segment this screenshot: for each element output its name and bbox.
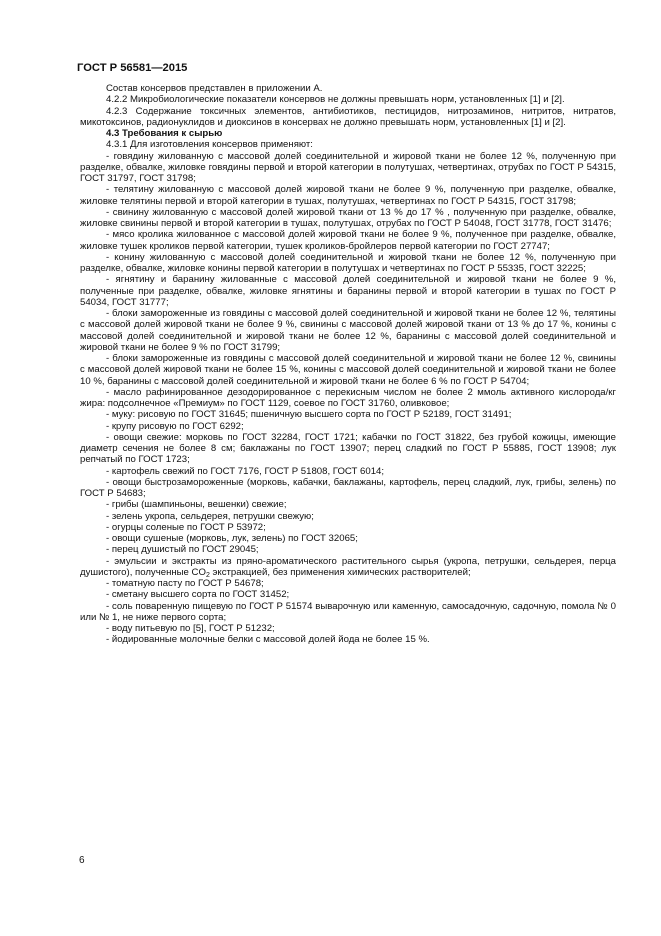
list-item: - овощи сушеные (морковь, лук, зелень) по ГОСТ 32065; bbox=[106, 533, 358, 544]
list-item: - говядину жилованную с массовой долей соединительной и жировой ткани не более 12 %, полученную при разделке, обвалке, жиловке говядины первой и второй категории в полутушах, четвертинах, отрубах по ГОСТ Р 54315, ГОСТ 31797, ГОСТ 31798; bbox=[80, 150, 616, 184]
list-item: - огурцы соленые по ГОСТ Р 53972; bbox=[106, 521, 266, 533]
paragraph-composition: Состав консервов представлен в приложении А. bbox=[106, 83, 323, 94]
co2-subscript: 2 bbox=[205, 571, 210, 579]
emulsions-text-after: экстракцией, без применения химических растворителей; bbox=[209, 566, 471, 578]
list-item: - томатную пасту по ГОСТ Р 54678; bbox=[106, 578, 264, 589]
emulsions-text-before: - эмульсии и экстракты из пряно-ароматического растительного сырья (укропа, петрушки, сельдерея, перца душистого), полученные CO bbox=[80, 555, 616, 578]
paragraph-4-2-2: 4.2.2 Микробиологические показатели консервов не должны превышать норм, установленных [1] и [2]. bbox=[106, 94, 565, 106]
list-item: - свинину жилованную с массовой долей жировой ткани от 13 % до 17 % , полученную при разделке, обвалке, жиловке свинины первой и второй категории в тушах, полутушах, отрубах по ГОСТ Р 54048, ГОСТ 31778, ГОСТ 31476; bbox=[80, 206, 616, 229]
list-item: - ягнятину и баранину жилованные с массовой долей соединительной и жировой ткани не более 9 %, полученные при разделке, обвалке, жиловке ягнятины и баранины первой и второй категории в тушах по ГОСТ Р 54034, ГОСТ 31777; bbox=[80, 274, 616, 308]
list-item-emulsions bbox=[80, 556, 616, 579]
list-item: - йодированные молочные белки с массовой долей йода не более 15 %. bbox=[106, 634, 430, 646]
list-item: - блоки замороженные из говядины с массовой долей соединительной и жировой ткани не более 12 %, свинины с массовой долей жировой ткани не более 15 %, конины с массовой долей соединительной и жировой ткани не более 10 %, баранины с массовой долей соединительной и жировой ткани не более 6 % по ГОСТ Р 54704; bbox=[80, 353, 616, 387]
list-item: - телятину жилованную с массовой долей жировой ткани не более 9 %, полученную при разделке, обвалке, жиловке телятины первой и второй категории в тушах, полутушах, четвертинах по ГОСТ Р 54315, ГОСТ 31798; bbox=[80, 184, 616, 207]
list-item: - овощи быстрозамороженные (морковь, кабачки, баклажаны, картофель, перец сладкий, лук, грибы, зелень) по ГОСТ Р 54683; bbox=[80, 476, 616, 499]
list-item: - картофель свежий по ГОСТ 7176, ГОСТ Р 51808, ГОСТ 6014; bbox=[106, 465, 385, 477]
list-item: - муку: рисовую по ГОСТ 31645; пшеничную высшего сорта по ГОСТ Р 52189, ГОСТ 31491; bbox=[106, 409, 512, 421]
page-number: 6 bbox=[79, 855, 85, 866]
list-item: - масло рафинированное дезодорированное с перекисным числом не более 2 ммоль активного кислорода/кг жира: подсолнечное «Премиум» по ГОСТ 1129, соевое по ГОСТ 31760, оливковое; bbox=[80, 386, 616, 409]
document-header: ГОСТ Р 56581—2015 bbox=[77, 62, 188, 74]
paragraph-4-2-3: 4.2.3 Содержание токсичных элементов, антибиотиков, пестицидов, нитрозаминов, нитритов, нитратов, микотоксинов, радионуклидов и диоксинов в консервах не должно превышать норм, установленных [1] и [2]. bbox=[80, 105, 616, 128]
list-item: - зелень укропа, сельдерея, петрушки свежую; bbox=[106, 510, 314, 522]
list-item: - овощи свежие: морковь по ГОСТ 32284, ГОСТ 1721; кабачки по ГОСТ 31822, без грубой кожицы, имеющие диаметр сечения не более 8 см; баклажаны по ГОСТ 13907; перец сладкий по ГОСТ Р 55885, ГОСТ 13908; лук репчатый по ГОСТ 1723; bbox=[80, 431, 616, 466]
list-item: - сметану высшего сорта по ГОСТ 31452; bbox=[106, 589, 290, 601]
list-item: - мясо кролика жилованное с массовой долей жировой ткани не более 9 %, полученное при разделке, обвалке, жиловке тушек кроликов первой категории, тушек кроликов-бройлеров первой категории по ГОСТ 27747; bbox=[80, 229, 616, 252]
document-body bbox=[80, 83, 616, 646]
list-item: - соль поваренную пищевую по ГОСТ Р 51574 выварочную или каменную, самосадочную, садочную, помола № 0 или № 1, не ниже первого сорта; bbox=[80, 600, 616, 623]
list-item: - крупу рисовую по ГОСТ 6292; bbox=[106, 420, 244, 432]
paragraph-4-3-1: 4.3.1 Для изготовления консервов применяют: bbox=[106, 139, 313, 151]
list-item: - блоки замороженные из говядины с массовой долей соединительной и жировой ткани не более 12 %, телятины с массовой долей жировой ткани не более 9 %, свинины с массовой долей жировой ткани от 13 % до 17 %, конины с массовой долей соединительной и жировой ткани не более 12 %, баранины с массовой долей соединительной и жировой ткани не более 9 % по ГОСТ 31799; bbox=[80, 308, 616, 353]
section-heading-4-3: 4.3 Требования к сырью bbox=[106, 128, 223, 139]
list-item: - грибы (шампиньоны, вешенки) свежие; bbox=[106, 499, 287, 511]
list-item: - конину жилованную с массовой долей соединительной и жировой ткани не более 12 %, полученную при разделке, обвалке, жиловке конины первой категории в полутушах и четвертинах по ГОСТ Р 55335, ГОСТ 32225; bbox=[80, 251, 616, 274]
list-item: - перец душистый по ГОСТ 29045; bbox=[106, 544, 259, 556]
list-item: - воду питьевую по [5], ГОСТ Р 51232; bbox=[106, 623, 275, 634]
